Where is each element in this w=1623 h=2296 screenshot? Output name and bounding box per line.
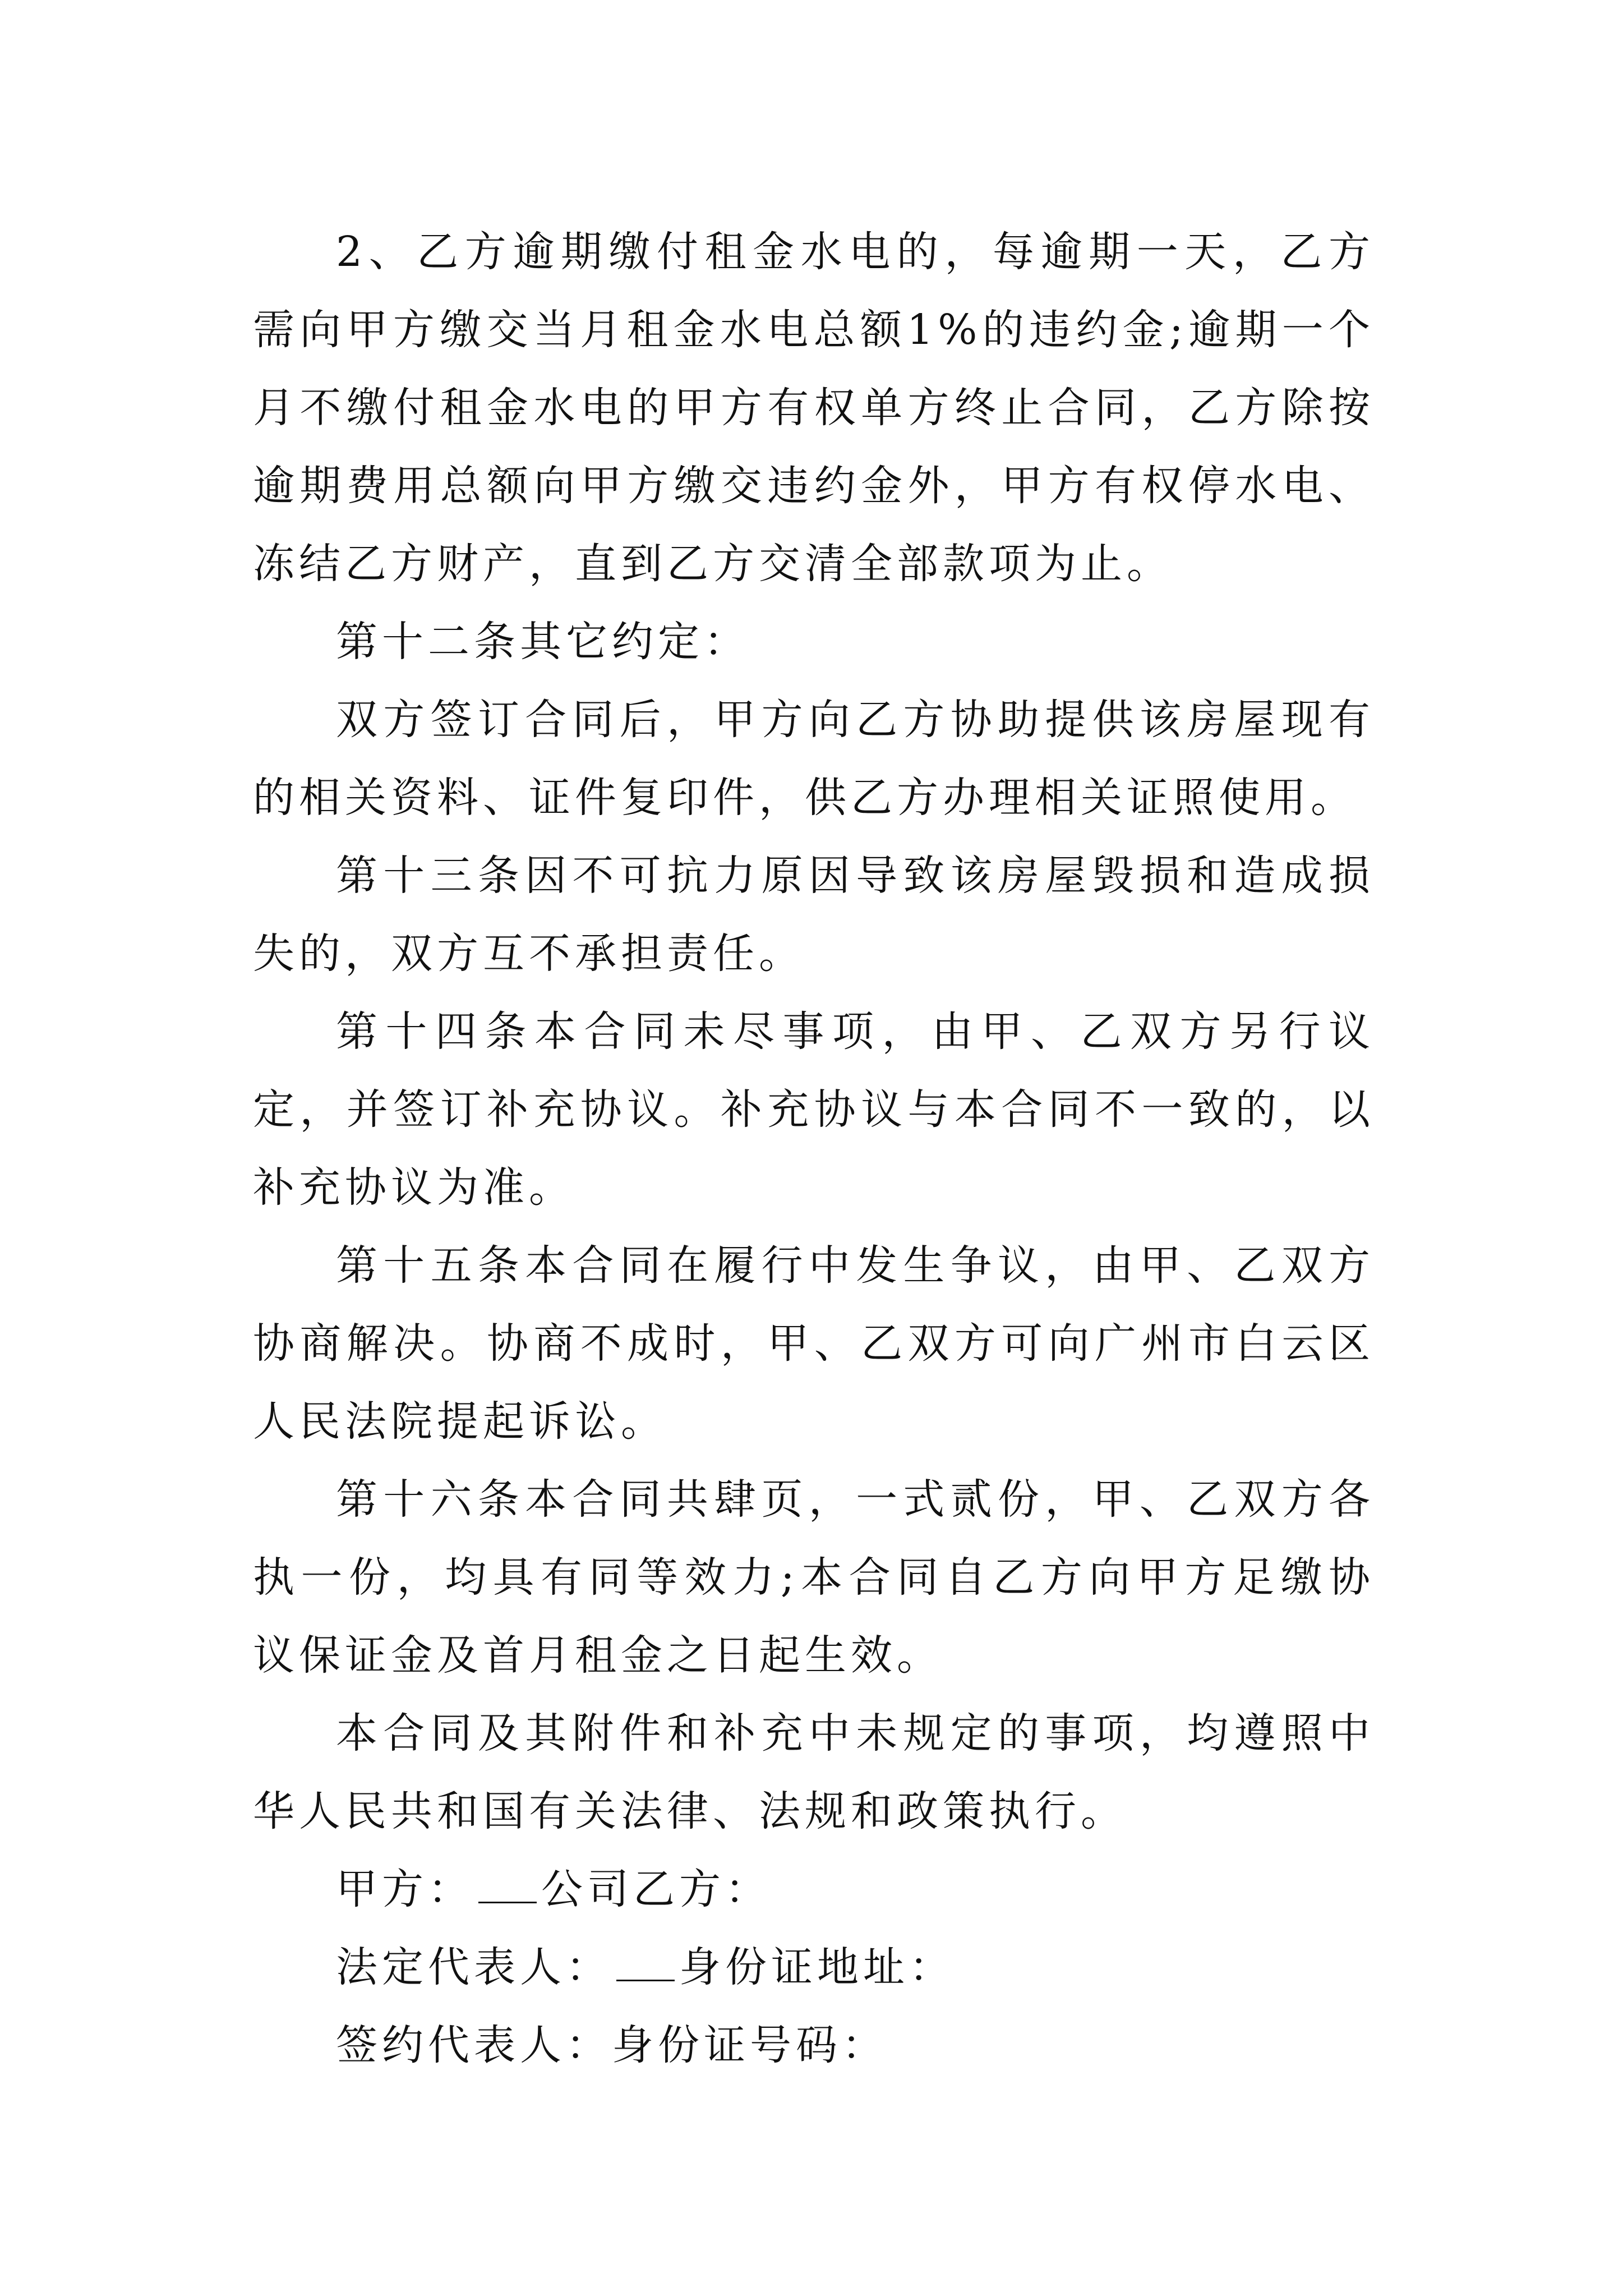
article-12-heading: 第十二条其它约定： xyxy=(336,618,750,666)
legal-rep-label: 法定代表人： xyxy=(336,1943,612,1991)
article-15: 第十五条本合同在履行中发生争议，由甲、乙双方协商解决。协商不成时，甲、乙双方可向广州市白云区人民法院提起诉讼。 xyxy=(253,1241,1375,1446)
contract-body xyxy=(253,213,1375,2085)
legal-rep-signature-line xyxy=(253,1929,1375,2007)
supplementary-clause: 本合同及其附件和补充中未规定的事项，均遵照中华人民共和国有关法律、法规和政策执行。 xyxy=(253,1709,1375,1835)
article-16: 第十六条本合同共肆页，一式贰份，甲、乙双方各执一份，均具有同等效力;本合同自乙方向甲方足缴协议保证金及首月租金之日起生效。 xyxy=(253,1475,1375,1680)
article-13: 第十三条因不可抗力原因导致该房屋毁损和造成损失的，双方互不承担责任。 xyxy=(253,852,1375,978)
legal-rep-suffix: 身份证地址： xyxy=(679,1943,955,1991)
signing-rep-label: 签约代表人：身份证号码： xyxy=(336,2021,888,2069)
party-a-suffix: 公司乙方： xyxy=(541,1865,771,1913)
signing-rep-signature-line xyxy=(253,2007,1375,2085)
article-12-text: 双方签订合同后，甲方向乙方协助提供该房屋现有的相关资料、证件复印件，供乙方办理相关证照使用。 xyxy=(253,696,1375,822)
party-a-signature-line xyxy=(253,1851,1375,1929)
legal-rep-blank xyxy=(616,1946,675,1981)
party-a-blank xyxy=(478,1868,537,1903)
clause-late-payment: 2、乙方逾期缴付租金水电的，每逾期一天，乙方需向甲方缴交当月租金水电总额1%的违约金;逾期一个月不缴付租金水电的甲方有权单方终止合同，乙方除按逾期费用总额向甲方缴交违约金外，甲方有权停水电、冻结乙方财产，直到乙方交清全部款项为止。 xyxy=(253,228,1375,588)
party-a-label: 甲方： xyxy=(336,1865,474,1913)
article-14: 第十四条本合同未尽事项，由甲、乙双方另行议定，并签订补充协议。补充协议与本合同不一致的，以补充协议为准。 xyxy=(253,1007,1375,1212)
